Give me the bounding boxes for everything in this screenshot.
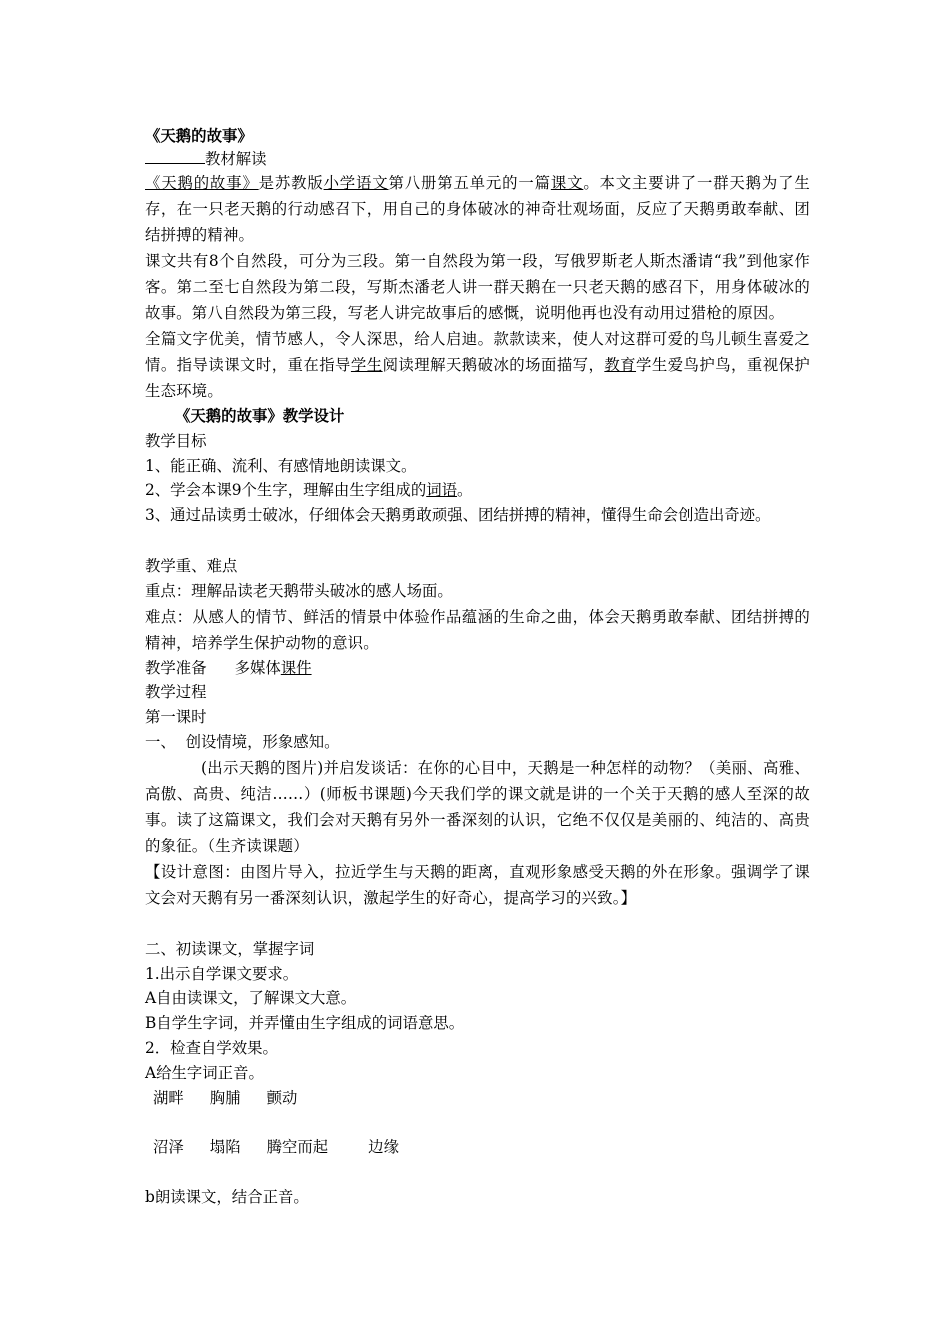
step-2-item-2: 2．检查自学效果。 [145,1038,278,1057]
section-heading-label: 教材解读 [205,150,267,168]
word-item: 边缘 [368,1138,399,1157]
step-2-item-b: B自学生字词，并弄懂由生字组成的词语意思。 [145,1014,465,1033]
word-item: 胸脯 [209,1088,241,1107]
step-2-item-2a: A给生字词正音。 [145,1063,264,1082]
intro-paragraph [145,170,810,248]
blank-line [145,1110,810,1135]
structure-paragraph: 课文共有8个自然段，可分为三段。第一自然段为第一段，写俄罗斯老人斯杰潘请“我”到他家作客。第二至七自然段为第二段，写斯杰潘老人讲一群天鹅在一只老天鹅的感召下，用身体破冰的故事。第八自然段为第三段，写老人讲完故事后的感慨，说明他再也没有动用过猎枪的原因。 [145,252,810,322]
link-primary-chinese[interactable]: 小学语文 [323,174,389,192]
step-2-heading: 二、初读课文，掌握字词 [145,939,315,958]
design-intent-note: 【设计意图：由图片导入，拉近学生与天鹅的距离，直观形象感受天鹅的外在形象。强调学了课文会对天鹅有另一番深刻认识，激起学生的好奇心，提高学习的兴致。】 [145,862,810,907]
word-item: 塌陷 [209,1138,241,1157]
key-point: 重点：理解品读老天鹅带头破冰的感人场面。 [145,581,453,600]
blank-line [145,911,810,937]
blank-line [145,1160,810,1185]
goal-2 [145,478,810,503]
text-run: 第八册第五单元的一篇 [388,174,551,192]
text-run: 是苏教版 [258,174,324,192]
step-2-item-b-lower: b朗读课文，结合正音。 [145,1188,309,1207]
text-run: 2、学会本课9个生字，理解由生字组成的 [145,481,427,500]
link-student[interactable]: 学生 [350,356,383,374]
prep-label: 教学准备 [145,658,207,677]
lesson-1-heading: 第一课时 [145,708,207,727]
goal-3: 3、通过品读勇士破冰，仔细体会天鹅勇敢顽强、团结拼搏的精神，懂得生命会创造出奇迹。 [145,506,771,525]
document-title: 《天鹅的故事》 [145,127,253,145]
text-run: 阅读理解天鹅破冰的场面描写， [382,356,605,374]
text-run: 。本文主要讲了一群天鹅为了生存，在一只老天鹅的行动感召下，用自己的身体破冰的神奇壮观场面，反应了天鹅勇敢奉献、团结拼搏的精神。 [145,174,810,244]
key-difficult-heading: 教学重、难点 [145,556,238,575]
teaching-design-heading: 《天鹅的故事》教学设计 [175,407,345,425]
goals-heading: 教学目标 [145,431,207,450]
word-item: 腾空而起 [266,1138,329,1157]
text-run: 学生爱鸟护鸟，重视保护生态环境。 [145,356,811,400]
process-heading: 教学过程 [145,683,207,702]
word-item: 颤动 [266,1088,298,1107]
link-words[interactable]: 词语 [426,481,458,500]
teaching-prep [145,656,810,681]
step-2-item-a: A自由读课文，了解课文大意。 [145,989,357,1008]
word-item: 湖畔 [153,1088,184,1107]
text-run: 。 [457,481,473,500]
link-lesson-text[interactable]: 课文 [550,174,584,192]
word-list-row-1 [145,1086,810,1111]
difficult-point: 难点：从感人的情节、鲜活的情景中体验作品蕴涵的生命之曲，体会天鹅勇敢奉献、团结拼搏的精神，培养学生保护动物的意识。 [145,607,810,652]
step-1-heading: 一、 创设情境，形象感知。 [145,732,340,751]
goal-1: 1、能正确、流利、有感情地朗读课文。 [145,456,417,475]
link-education[interactable]: 教育 [604,356,637,374]
blank-line [145,528,810,554]
word-list-row-2 [145,1135,810,1160]
link-courseware[interactable]: 课件 [280,658,312,677]
document-body [145,124,810,1210]
text-run: 全篇文字优美，情节感人，令人深思，给人启迪。款款读来，使人对这群可爱的鸟儿顿生喜爱之情。指导读课文时，重在指导 [145,330,810,374]
link-title[interactable]: 《天鹅的故事》 [145,174,259,192]
word-item: 沼泽 [153,1138,184,1157]
summary-paragraph [145,326,810,404]
section-heading-textbook-reading [145,148,810,170]
text-run: 多媒体 [234,658,281,677]
step-1-body: (出示天鹅的图片)并启发谈话：在你的心目中，天鹅是一种怎样的动物？（美丽、高雅、高傲、高贵、纯洁……）(师板书课题)今天我们学的课文就是讲的一个关于天鹅的感人至深的故事。读了这篇课文，我们会对天鹅有另外一番深刻的认识，它绝不仅仅是美丽的、纯洁的、高贵的象征。（生齐读课题） [145,758,810,855]
step-2-item-1: 1.出示自学课文要求。 [145,964,299,983]
underline-rule [145,163,205,164]
